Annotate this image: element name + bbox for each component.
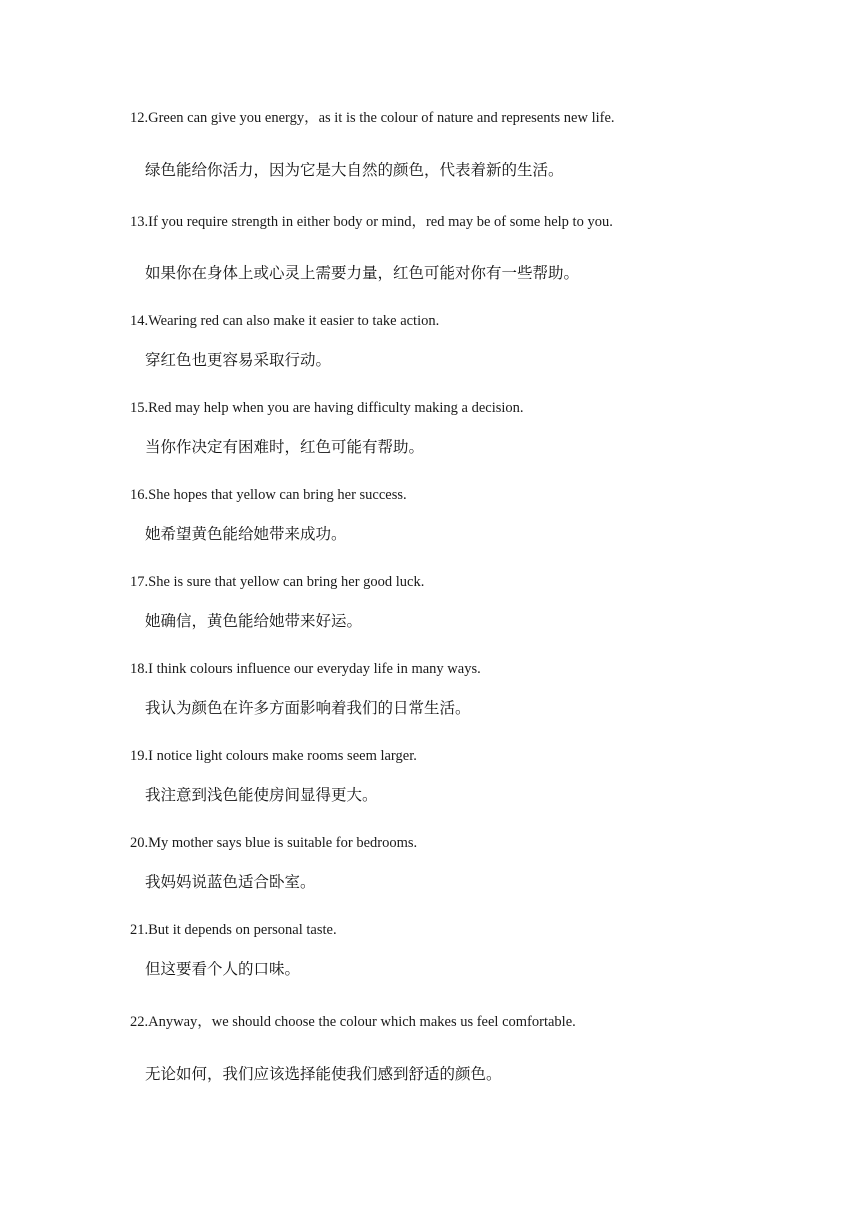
- english-sentence-14: 14.Wearing red can also make it easier to take action.: [130, 313, 440, 329]
- chinese-translation-19: 我注意到浅色能使房间显得更大。: [145, 786, 378, 804]
- chinese-translation-13: 如果你在身体上或心灵上需要力量，红色可能对你有一些帮助。: [145, 264, 580, 282]
- english-sentence-13: 13.If you require strength in either body or mind，red may be of some help to you.: [130, 214, 613, 230]
- english-sentence-12: 12.Green can give you energy，as it is the colour of nature and represents new life.: [130, 110, 615, 126]
- chinese-translation-22: 无论如何，我们应该选择能使我们感到舒适的颜色。: [145, 1065, 502, 1083]
- chinese-translation-15: 当你作决定有困难时，红色可能有帮助。: [145, 438, 425, 456]
- chinese-translation-14: 穿红色也更容易采取行动。: [145, 351, 332, 369]
- chinese-translation-21: 但这要看个人的口味。: [145, 960, 301, 978]
- english-sentence-16: 16.She hopes that yellow can bring her success.: [130, 487, 407, 503]
- english-sentence-20: 20.My mother says blue is suitable for bedrooms.: [130, 835, 418, 851]
- chinese-translation-20: 我妈妈说蓝色适合卧室。: [145, 873, 316, 891]
- chinese-translation-16: 她希望黄色能给她带来成功。: [145, 525, 347, 543]
- chinese-translation-17: 她确信，黄色能给她带来好运。: [145, 612, 363, 630]
- english-sentence-21: 21.But it depends on personal taste.: [130, 922, 337, 938]
- english-sentence-22: 22.Anyway，we should choose the colour which makes us feel comfortable.: [130, 1014, 576, 1030]
- chinese-translation-12: 绿色能给你活力，因为它是大自然的颜色，代表着新的生活。: [145, 161, 564, 179]
- english-sentence-18: 18.I think colours influence our everyday life in many ways.: [130, 661, 481, 677]
- english-sentence-17: 17.She is sure that yellow can bring her good luck.: [130, 574, 425, 590]
- english-sentence-19: 19.I notice light colours make rooms seem larger.: [130, 748, 417, 764]
- chinese-translation-18: 我认为颜色在许多方面影响着我们的日常生活。: [145, 699, 471, 717]
- english-sentence-15: 15.Red may help when you are having difficulty making a decision.: [130, 400, 524, 416]
